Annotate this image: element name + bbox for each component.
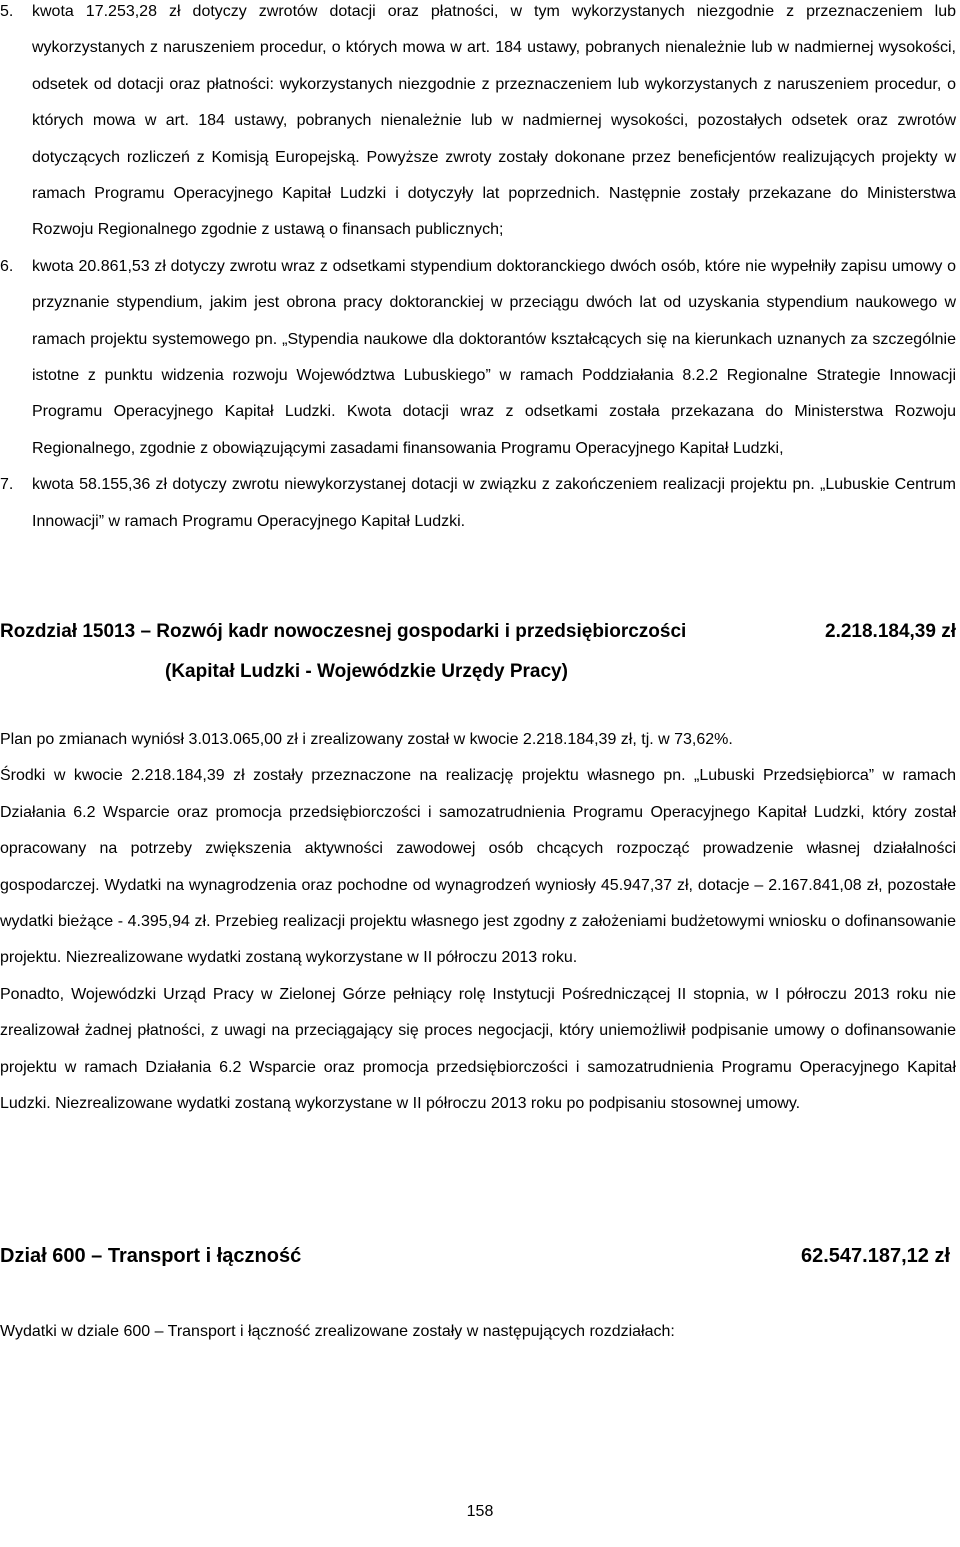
dzial-body xyxy=(0,1314,956,1350)
list-item-text: kwota 20.861,53 zł dotyczy zwrotu wraz z odsetkami stypendium doktoranckiego dwóch osób, które nie wypełniły zapisu umowy o przyznanie stypendium, jakim jest obrona pracy doktoranckiej w przeciągu dwóch lat od uzyskania stypendium naukowego w ramach projektu systemowego pn. „Stypendia naukowe dla doktorantów kształcących się na kierunkach uznanych za szczególnie istotne z punktu widzenia rozwoju Województwa Lubuskiego” w ramach Poddziałania 8.2.2 Regionalne Strategie Innowacji Programu Operacyjnego Kapitał Ludzki. Kwota dotacji wraz z odsetkami została przekazana do Ministerstwa Rozwoju Regionalnego, zgodnie z obowiązującymi zasadami finansowania Programu Operacyjnego Kapitał Ludzki, xyxy=(32,257,956,457)
rozdzial-subtitle: (Kapitał Ludzki - Wojewódzkie Urzędy Pracy) xyxy=(165,661,568,682)
list-item xyxy=(0,0,956,249)
list-item xyxy=(0,467,956,540)
rozdzial-heading xyxy=(0,612,956,692)
list-item-number: 7. xyxy=(0,476,14,494)
refund-list xyxy=(0,0,956,540)
list-item-text: kwota 17.253,28 zł dotyczy zwrotów dotacji oraz płatności, w tym wykorzystanych niezgodnie z przeznaczeniem lub wykorzystanych z naruszeniem procedur, o których mowa w art. 184 ustawy, pobranych nienależnie lub w nadmiernej wysokości, odsetek od dotacji oraz płatności: wykorzystanych niezgodnie z przeznaczeniem lub wykorzystanych z naruszeniem procedur, o których mowa w art. 184 ustawy, pobranych nienależnie lub w nadmiernej wysokości, pozostałych odsetek oraz zwrotów dotyczących rozliczeń z Komisją Europejską. Powyższe zwroty zostały dokonane przez beneficjentów realizujących projekty w ramach Programu Operacyjnego Kapitał Ludzki i dotyczyły lat poprzednich. Następnie zostały przekazane do Ministerstwa Rozwoju Regionalnego zgodnie z ustawą o finansach publicznych; xyxy=(32,3,956,239)
dzial-amount: 62.547.187,12 zł xyxy=(800,1245,950,1267)
rozdzial-paragraph: Plan po zmianach wyniósł 3.013.065,00 zł i zrealizowany został w kwocie 2.218.184,39 zł, tj. w 73,62%. xyxy=(0,731,733,748)
list-item-number: 6. xyxy=(0,257,14,275)
dzial-heading xyxy=(0,1238,950,1274)
list-item-number: 5. xyxy=(0,3,14,20)
rozdzial-amount: 2.218.184,39 zł xyxy=(825,621,956,642)
list-item xyxy=(0,249,956,467)
page-number: 158 xyxy=(466,1503,494,1520)
rozdzial-paragraph: Ponadto, Wojewódzki Urząd Pracy w Zielonej Górze pełniący rolę Instytucji Pośredniczącej II stopnia, w I półroczu 2013 roku nie zrealizował żadnej płatności, z uwagi na przeciągający się proces negocjacji, który uniemożliwił podpisanie umowy o dofinansowanie projektu w ramach Działania 6.2 Wsparcie oraz promocja przedsiębiorczości i samozatrudnienia Programu Operacyjnego Kapitał Ludzki. Niezrealizowane wydatki zostaną wykorzystane w II półroczu 2013 roku po podpisaniu stosownej umowy. xyxy=(0,985,956,1113)
dzial-intro: Wydatki w dziale 600 – Transport i łączność zrealizowane zostały w następujących rozdziałach: xyxy=(0,1323,675,1340)
rozdzial-body xyxy=(0,722,956,1122)
list-item-text: kwota 58.155,36 zł dotyczy zwrotu niewykorzystanej dotacji w związku z zakończeniem realizacji projektu pn. „Lubuskie Centrum Innowacji” w ramach Programu Operacyjnego Kapitał Ludzki. xyxy=(32,476,956,530)
rozdzial-paragraph: Środki w kwocie 2.218.184,39 zł zostały przeznaczone na realizację projektu własnego pn. „Lubuski Przedsiębiorca” w ramach Działania 6.2 Wsparcie oraz promocja przedsiębiorczości i samozatrudnienia Programu Operacyjnego Kapitał Ludzki, który został opracowany na potrzeby zwiększenia aktywności zawodowej osób chcących rozpocząć prowadzenie własnej działalności gospodarczej. Wydatki na wynagrodzenia oraz pochodne od wynagrodzeń wyniosły 45.947,37 zł, dotacje – 2.167.841,08 zł, pozostałe wydatki bieżące - 4.395,94 zł. Przebieg realizacji projektu własnego jest zgodny z założeniami budżetowymi wniosku o dofinansowanie projektu. Niezrealizowane wydatki zostaną wykorzystane w II półroczu 2013 roku. xyxy=(0,767,956,967)
dzial-title: Dział 600 – Transport i łączność xyxy=(0,1245,302,1267)
rozdzial-title: Rozdział 15013 – Rozwój kadr nowoczesnej gospodarki i przedsiębiorczości xyxy=(0,621,687,642)
